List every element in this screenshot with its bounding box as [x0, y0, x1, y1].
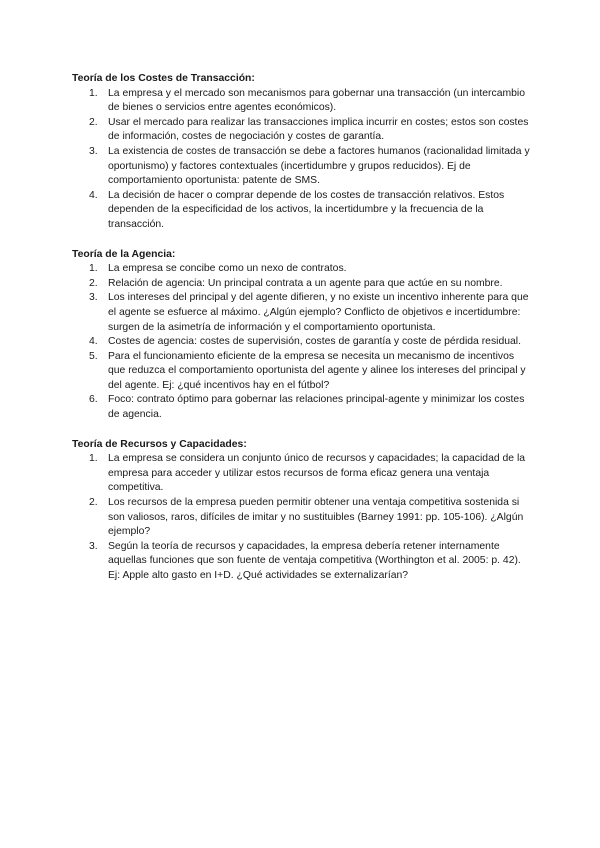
list-item: 3. Según la teoría de recursos y capacidades, la empresa debería retener internamente aquellas funciones que son fuente de ventaja competitiva (Worthington et al. 2005: p. 42). Ej: Apple alto gasto en I+D. ¿Qué actividades se externalizarían? — [89, 540, 521, 581]
list-item-text: La existencia de costes de transacción se debe a factores humanos (racionalidad limitada y oportunismo) y factores contextuales (incertidumbre y grupos reducidos). Ej de comportamiento oportunista: patente de SMS. — [108, 145, 530, 187]
numbered-list — [72, 262, 530, 423]
list-item-text: La empresa y el mercado son mecanismos para gobernar una transacción (un intercambio de bienes o servicios entre agentes económicos). — [108, 87, 525, 114]
list-item: 1. La empresa y el mercado son mecanismos para gobernar una transacción (un intercambio de bienes o servicios entre agentes económicos). — [89, 87, 525, 114]
list-item-text: Foco: contrato óptimo para gobernar las relaciones principal-agente y minimizar los costes de agencia. — [108, 394, 525, 421]
list-item-text: La empresa se considera un conjunto único de recursos y capacidades; la capacidad de la empresa para acceder y utilizar estos recursos de forma eficaz genera una ventaja competitiva. — [108, 453, 526, 494]
section-title: Teoría de Recursos y Capacidades: — [72, 438, 247, 450]
list-item-text: La decisión de hacer o comprar depende de los costes de transacción relativos. Estos dependen de la especificidad de los activos, la incertidumbre y la frecuencia de la transacción. — [108, 189, 505, 230]
list-item: 1. La empresa se considera un conjunto único de recursos y capacidades; la capacidad de la empresa para acceder y utilizar estos recursos de forma eficaz genera una ventaja competitiva. — [89, 453, 526, 494]
list-item-text: Relación de agencia: Un principal contrata a un agente para que actúe en su nombre. — [108, 277, 503, 289]
list-item-text: Los recursos de la empresa pueden permitir obtener una ventaja competitiva sostenida si son valiosos, raros, difíciles de imitar y no sustituibles (Barney 1991: pp. 105-106). ¿Algún ejemplo? — [108, 497, 524, 538]
list-item-text: Para el funcionamiento eficiente de la empresa se necesita un mecanismo de incentivos que reduzca el comportamiento oportunista del agente y alinee los intereses del principal y del agente. Ej: ¿qué incentivos hay en el fútbol? — [108, 350, 526, 391]
list-item: 2. Los recursos de la empresa pueden permitir obtener una ventaja competitiva sostenida si son valiosos, raros, difíciles de imitar y no sustituibles (Barney 1991: pp. 105-106). ¿Algún ejemplo? — [89, 497, 524, 538]
list-item-text: Según la teoría de recursos y capacidades, la empresa debería retener internamente aquellas funciones que son fuente de ventaja competitiva (Worthington et al. 2005: p. 42). Ej: Apple alto gasto en I+D. ¿Qué actividades se externalizarían? — [108, 540, 521, 581]
list-item: 2. Relación de agencia: Un principal contrata a un agente para que actúe en su nombre. — [89, 277, 503, 289]
list-item: 3. La existencia de costes de transacción se debe a factores humanos (racionalidad limitada y oportunismo) y factores contextuales (incertidumbre y grupos reducidos). Ej de comportamiento oportunista: patente de SMS. — [89, 145, 530, 187]
list-item: 1. La empresa se concibe como un nexo de contratos. — [89, 263, 347, 275]
list-item: 4. Costes de agencia: costes de supervisión, costes de garantía y coste de pérdida residual. — [89, 336, 521, 348]
list-item: 5. Para el funcionamiento eficiente de la empresa se necesita un mecanismo de incentivos que reduzca el comportamiento oportunista del agente y alinee los intereses del principal y del agente. Ej: ¿qué incentivos hay en el fútbol? — [89, 350, 526, 391]
list-item-text: Costes de agencia: costes de supervisión, costes de garantía y coste de pérdida residual. — [108, 336, 521, 348]
numbered-list — [72, 87, 530, 233]
section-title: Teoría de la Agencia: — [72, 248, 176, 260]
list-item: 2. Usar el mercado para realizar las transacciones implica incurrir en costes; estos son costes de información, costes de negociación y costes de garantía. — [89, 116, 529, 143]
list-item-text: La empresa se concibe como un nexo de contratos. — [108, 263, 347, 275]
section-title: Teoría de los Costes de Transacción: — [72, 73, 255, 84]
section-agency-theory — [72, 248, 530, 423]
list-item-text: Usar el mercado para realizar las transacciones implica incurrir en costes; estos son costes de información, costes de negociación y costes de garantía. — [108, 116, 529, 143]
list-item: 6. Foco: contrato óptimo para gobernar las relaciones principal-agente y minimizar los costes de agencia. — [89, 394, 525, 421]
list-item: 3. Los intereses del principal y del agente difieren, y no existe un incentivo inherente para que el agente se esfuerce al máximo. ¿Algún ejemplo? Conflicto de objetivos e incertidumbre: surgen de la asimetría de información y el comportamiento oportunista. — [89, 292, 529, 333]
section-resources-capabilities — [72, 438, 530, 584]
list-item-text: Los intereses del principal y del agente difieren, y no existe un incentivo inherente para que el agente se esfuerce al máximo. ¿Algún ejemplo? Conflicto de objetivos e incertidumbre: surgen de la asimetría de información y el comportamiento oportunista. — [108, 292, 529, 333]
numbered-list — [72, 452, 530, 583]
list-item: 4. La decisión de hacer o comprar depende de los costes de transacción relativos. Estos dependen de la especificidad de los activos, la incertidumbre y la frecuencia de la transacción. — [89, 189, 505, 230]
section-transaction-costs — [72, 72, 530, 233]
